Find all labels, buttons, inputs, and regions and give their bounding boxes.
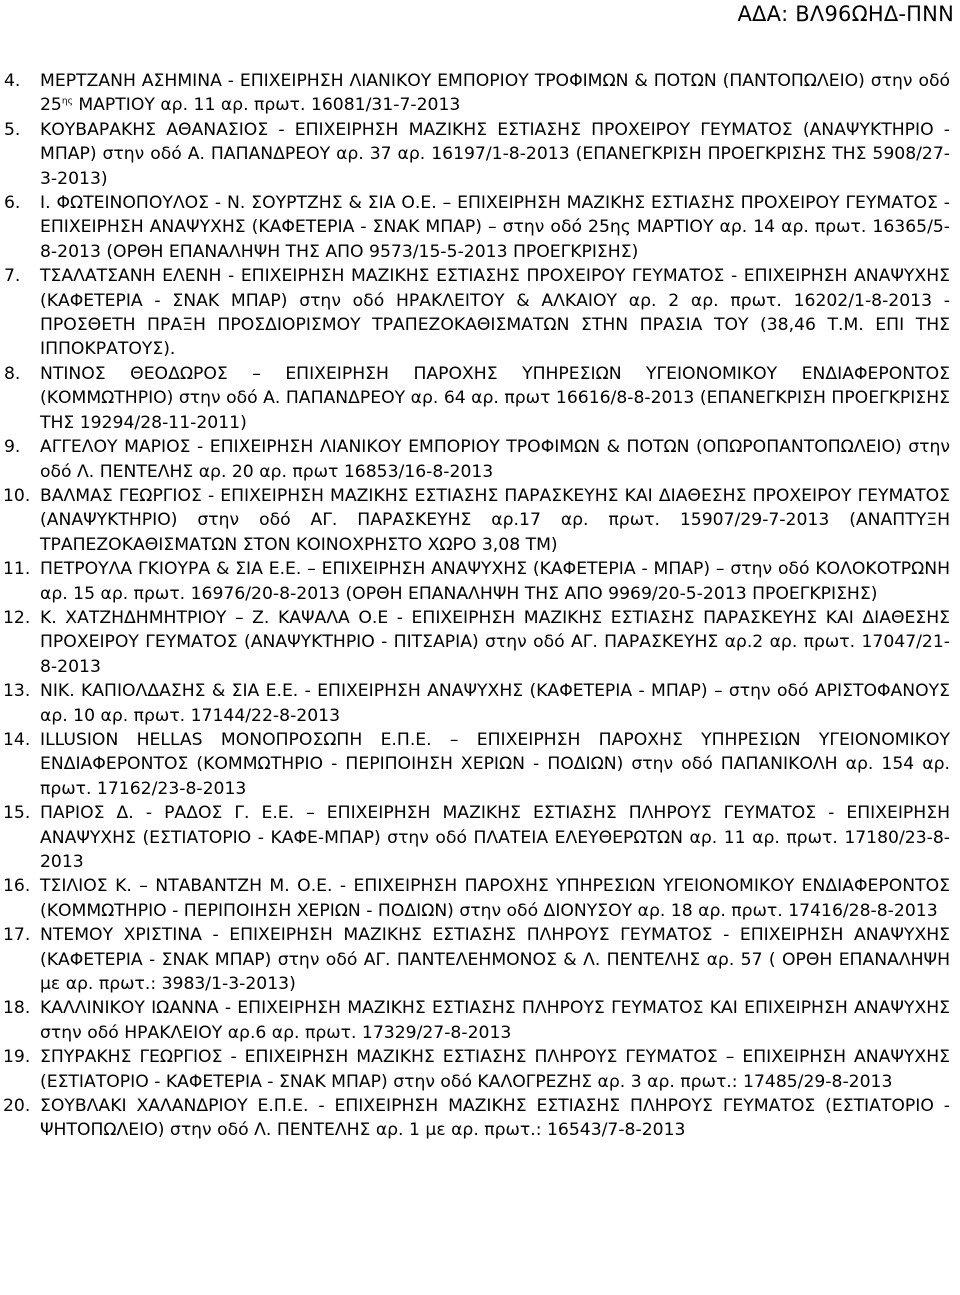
ada-code: ΑΔΑ: ΒΛ96ΩΗΔ-ΠΝΝ: [737, 2, 954, 26]
list-item: [0, 557, 950, 606]
permit-list: [0, 69, 950, 1143]
item-text: ILLUSION HELLAS ΜΟΝΟΠΡΟΣΩΠΗ Ε.Π.Ε. – ΕΠΙΧΕΙΡΗΣΗ ΠΑΡΟΧΗΣ ΥΠΗΡΕΣΙΩΝ ΥΓΕΙΟΝΟΜΙΚΟΥ ΕΝΔΙΑΦΕΡΟΝΤΟΣ (ΚΟΜΜΩΤΗΡΙΟ - ΠΕΡΙΠΟΙΗΣΗ ΧΕΡΙΩΝ - ΠΟΔΙΩΝ) στην οδό ΠΑΠΑΝΙΚΟΛΗ αρ. 154 αρ. πρωτ. 17162/23-8-2013: [40, 729, 950, 799]
item-number: 11.: [3, 559, 31, 580]
item-number: 18.: [3, 998, 31, 1019]
item-text: Ι. ΦΩΤΕΙΝΟΠΟΥΛΟΣ - Ν. ΣΟΥΡΤΖΗΣ & ΣΙΑ Ο.Ε. – ΕΠΙΧΕΙΡΗΣΗ ΜΑΖΙΚΗΣ ΕΣΤΙΑΣΗΣ ΠΡΟΧΕΙΡΟΥ ΓΕΥΜΑΤΟΣ - ΕΠΙΧΕΙΡΗΣΗ ΑΝΑΨΥΧΗΣ (ΚΑΦΕΤΕΡΙΑ - ΣΝΑΚ ΜΠΑΡ) – στην οδό 25ης ΜΑΡΤΙΟΥ αρ. 14 αρ. πρωτ. 16365/5-8-2013 (ΟΡΘΗ ΕΠΑΝΑΛΗΨΗ ΤΗΣ ΑΠΟ 9573/15-5-2013 ΠΡΟΕΓΚΡΙΣΗΣ): [40, 193, 950, 262]
item-number: 17.: [3, 925, 31, 946]
list-item: [0, 362, 950, 435]
item-text: ΜΕΡΤΖΑΝΗ ΑΣΗΜΙΝΑ - ΕΠΙΧΕΙΡΗΣΗ ΛΙΑΝΙΚΟΥ ΕΜΠΟΡΙΟΥ ΤΡΟΦΙΜΩΝ & ΠΟΤΩΝ (ΠΑΝΤΟΠΩΛΕΙΟ) στην οδό $25^{\eta\varsigma}$ ΜΑΡΤΙΟΥ αρ. 11 αρ. πρωτ. 16081/31-7-2013: [40, 71, 950, 116]
list-item: [0, 923, 950, 996]
item-number: 5.: [4, 119, 21, 140]
list-item: [0, 679, 950, 728]
list-item: [0, 118, 950, 191]
item-text: ΤΣΑΛΑΤΣΑΝΗ ΕΛΕΝΗ - ΕΠΙΧΕΙΡΗΣΗ ΜΑΖΙΚΗΣ ΕΣΤΙΑΣΗΣ ΠΡΟΧΕΙΡΟΥ ΓΕΥΜΑΤΟΣ - ΕΠΙΧΕΙΡΗΣΗ ΑΝΑΨΥΧΗΣ (ΚΑΦΕΤΕΡΙΑ - ΣΝΑΚ ΜΠΑΡ) στην οδό ΗΡΑΚΛΕΙΤΟΥ & ΑΛΚΑΙΟΥ αρ. 2 αρ. πρωτ. 16202/1-8-2013 - ΠΡΟΣΘΕΤΗ ΠΡΑΞΗ ΠΡΟΣΔΙΟΡΙΣΜΟΥ ΤΡΑΠΕΖΟΚΑΘΙΣΜΑΤΩΝ ΣΤΗΝ ΠΡΑΣΙΑ ΤΟΥ (38,46 Τ.Μ. ΕΠΙ ΤΗΣ ΙΠΠΟΚΡΑΤΟΥΣ).: [40, 266, 950, 360]
item-text: ΣΟΥΒΛΑΚΙ ΧΑΛΑΝΔΡΙΟΥ Ε.Π.Ε. - ΕΠΙΧΕΙΡΗΣΗ ΜΑΖΙΚΗΣ ΕΣΤΙΑΣΗΣ ΠΛΗΡΟΥΣ ΓΕΥΜΑΤΟΣ (ΕΣΤΙΑΤΟΡΙΟ - ΨΗΤΟΠΩΛΕΙΟ) στην οδό Λ. ΠΕΝΤΕΛΗΣ αρ. 1 με αρ. πρωτ.: 16543/7-8-2013: [40, 1096, 950, 1141]
item-number: 10.: [3, 485, 31, 506]
item-text: ΝΤΕΜΟΥ ΧΡΙΣΤΙΝΑ - ΕΠΙΧΕΙΡΗΣΗ ΜΑΖΙΚΗΣ ΕΣΤΙΑΣΗΣ ΠΛΗΡΟΥΣ ΓΕΥΜΑΤΟΣ - ΕΠΙΧΕΙΡΗΣΗ ΑΝΑΨΥΧΗΣ (ΚΑΦΕΤΕΡΙΑ - ΣΝΑΚ ΜΠΑΡ) στην οδό ΑΓ. ΠΑΝΤΕΛΕΗΜΟΝΟΣ & Λ. ΠΕΝΤΕΛΗΣ αρ. 57 ( ΟΡΘΗ ΕΠΑΝΑΛΗΨΗ με αρ. πρωτ.: 3983/1-3-2013): [40, 925, 950, 995]
item-number: 20.: [3, 1096, 31, 1117]
item-number: 15.: [3, 803, 31, 824]
item-number: 7.: [4, 266, 21, 287]
item-text: ΝΤΙΝΟΣ ΘΕΟΔΩΡΟΣ – ΕΠΙΧΕΙΡΗΣΗ ΠΑΡΟΧΗΣ ΥΠΗΡΕΣΙΩΝ ΥΓΕΙΟΝΟΜΙΚΟΥ ΕΝΔΙΑΦΕΡΟΝΤΟΣ (ΚΟΜΜΩΤΗΡΙΟ) στην οδό Α. ΠΑΠΑΝΔΡΕΟΥ αρ. 64 αρ. πρωτ 16616/8-8-2013 (ΕΠΑΝΕΓΚΡΙΣΗ ΠΡΟΕΓΚΡΙΣΗΣ ΤΗΣ 19294/28-11-2011): [40, 363, 950, 433]
item-number: 4.: [4, 71, 21, 91]
item-text: ΑΓΓΕΛΟΥ ΜΑΡΙΟΣ - ΕΠΙΧΕΙΡΗΣΗ ΛΙΑΝΙΚΟΥ ΕΜΠΟΡΙΟΥ ΤΡΟΦΙΜΩΝ & ΠΟΤΩΝ (ΟΠΩΡΟΠΑΝΤΟΠΩΛΕΙΟ) στην οδό Λ. ΠΕΝΤΕΛΗΣ αρ. 20 αρ. πρωτ 16853/16-8-2013: [40, 437, 950, 482]
item-text: ΚΑΛΛΙΝΙΚΟΥ ΙΩΑΝΝΑ - ΕΠΙΧΕΙΡΗΣΗ ΜΑΖΙΚΗΣ ΕΣΤΙΑΣΗΣ ΠΛΗΡΟΥΣ ΓΕΥΜΑΤΟΣ ΚΑΙ ΕΠΙΧΕΙΡΗΣΗ ΑΝΑΨΥΧΗΣ στην οδό ΗΡΑΚΛΕΙΟΥ αρ.6 αρ. πρωτ. 17329/27-8-2013: [40, 998, 950, 1043]
list-item: [0, 191, 950, 264]
list-item: [0, 69, 950, 118]
list-item: [0, 996, 950, 1045]
item-text: ΠΕΤΡΟΥΛΑ ΓΚΙΟΥΡΑ & ΣΙΑ Ε.Ε. – ΕΠΙΧΕΙΡΗΣΗ ΑΝΑΨΥΧΗΣ (ΚΑΦΕΤΕΡΙΑ - ΜΠΑΡ) – στην οδό ΚΟΛΟΚΟΤΡΩΝΗ αρ. 15 αρ. πρωτ. 16976/20-8-2013 (ΟΡΘΗ ΕΠΑΝΑΛΗΨΗ ΤΗΣ ΑΠΟ 9969/20-5-2013 ΠΡΟΕΓΚΡΙΣΗΣ): [40, 559, 950, 604]
list-item: [0, 728, 950, 801]
list-item: [0, 484, 950, 557]
item-text: Κ. ΧΑΤΖΗΔΗΜΗΤΡΙΟΥ – Ζ. ΚΑΨΑΛΑ Ο.Ε - ΕΠΙΧΕΙΡΗΣΗ ΜΑΖΙΚΗΣ ΕΣΤΙΑΣΗΣ ΠΑΡΑΣΚΕΥΗΣ ΚΑΙ ΔΙΑΘΕΣΗΣ ΠΡΟΧΕΙΡΟΥ ΓΕΥΜΑΤΟΣ (ΑΝΑΨΥΚΤΗΡΙΟ - ΠΙΤΣΑΡΙΑ) στην οδό ΑΓ. ΠΑΡΑΣΚΕΥΗΣ αρ.2 αρ. πρωτ. 17047/21-8-2013: [40, 607, 950, 677]
item-number: 9.: [4, 437, 21, 458]
list-item: [0, 606, 950, 679]
list-item: [0, 264, 950, 362]
item-number: 19.: [3, 1047, 31, 1068]
item-text: ΒΑΛΜΑΣ ΓΕΩΡΓΙΟΣ - ΕΠΙΧΕΙΡΗΣΗ ΜΑΖΙΚΗΣ ΕΣΤΙΑΣΗΣ ΠΑΡΑΣΚΕΥΗΣ ΚΑΙ ΔΙΑΘΕΣΗΣ ΠΡΟΧΕΙΡΟΥ ΓΕΥΜΑΤΟΣ (ΑΝΑΨΥΚΤΗΡΙΟ) στην οδό ΑΓ. ΠΑΡΑΣΚΕΥΗΣ αρ.17 αρ. πρωτ. 15907/29-7-2013 (ΑΝΑΠΤΥΞΗ ΤΡΑΠΕΖΟΚΑΘΙΣΜΑΤΩΝ ΣΤΟΝ ΚΟΙΝΟΧΡΗΣΤΟ ΧΩΡΟ 3,08 ΤΜ): [40, 485, 950, 555]
item-text: ΣΠΥΡΑΚΗΣ ΓΕΩΡΓΙΟΣ - ΕΠΙΧΕΙΡΗΣΗ ΜΑΖΙΚΗΣ ΕΣΤΙΑΣΗΣ ΠΛΗΡΟΥΣ ΓΕΥΜΑΤΟΣ – ΕΠΙΧΕΙΡΗΣΗ ΑΝΑΨΥΧΗΣ (ΕΣΤΙΑΤΟΡΙΟ - ΚΑΦΕΤΕΡΙΑ - ΣΝΑΚ ΜΠΑΡ) στην οδό ΚΑΛΟΓΡΕΖΗΣ αρ. 3 αρ. πρωτ.: 17485/29-8-2013: [40, 1047, 950, 1092]
item-text: ΝΙΚ. ΚΑΠΙΟΛΔΑΣΗΣ & ΣΙΑ Ε.Ε. - ΕΠΙΧΕΙΡΗΣΗ ΑΝΑΨΥΧΗΣ (ΚΑΦΕΤΕΡΙΑ - ΜΠΑΡ) – στην οδό ΑΡΙΣΤΟΦΑΝΟΥΣ αρ. 10 αρ. πρωτ. 17144/22-8-2013: [40, 681, 950, 726]
item-text: ΤΣΙΛΙΟΣ Κ. – ΝΤΑΒΑΝΤΖΗ Μ. Ο.Ε. - ΕΠΙΧΕΙΡΗΣΗ ΠΑΡΟΧΗΣ ΥΠΗΡΕΣΙΩΝ ΥΓΕΙΟΝΟΜΙΚΟΥ ΕΝΔΙΑΦΕΡΟΝΤΟΣ (ΚΟΜΜΩΤΗΡΙΟ - ΠΕΡΙΠΟΙΗΣΗ ΧΕΡΙΩΝ - ΠΟΔΙΩΝ) στην οδό ΔΙΟΝΥΣΟΥ αρ. 18 αρ. πρωτ. 17416/28-8-2013: [40, 876, 950, 921]
item-number: 13.: [3, 681, 31, 702]
item-number: 6.: [4, 193, 21, 214]
item-number: 16.: [3, 876, 31, 897]
item-text: ΚΟΥΒΑΡΑΚΗΣ ΑΘΑΝΑΣΙΟΣ - ΕΠΙΧΕΙΡΗΣΗ ΜΑΖΙΚΗΣ ΕΣΤΙΑΣΗΣ ΠΡΟΧΕΙΡΟΥ ΓΕΥΜΑΤΟΣ (ΑΝΑΨΥΚΤΗΡΙΟ - ΜΠΑΡ) στην οδό Α. ΠΑΠΑΝΔΡΕΟΥ αρ. 37 αρ. 16197/1-8-2013 (ΕΠΑΝΕΓΚΡΙΣΗ ΠΡΟΕΓΚΡΙΣΗΣ ΤΗΣ 5908/27-3-2013): [40, 119, 950, 189]
item-number: 8.: [4, 363, 21, 384]
list-item: [0, 1094, 950, 1143]
list-item: [0, 801, 950, 874]
item-text: ΠΑΡΙΟΣ Δ. - ΡΑΔΟΣ Γ. Ε.Ε. – ΕΠΙΧΕΙΡΗΣΗ ΜΑΖΙΚΗΣ ΕΣΤΙΑΣΗΣ ΠΛΗΡΟΥΣ ΓΕΥΜΑΤΟΣ - ΕΠΙΧΕΙΡΗΣΗ ΑΝΑΨΥΧΗΣ (ΕΣΤΙΑΤΟΡΙΟ - ΚΑΦΕ-ΜΠΑΡ) στην οδό ΠΛΑΤΕΙΑ ΕΛΕΥΘΕΡΩΤΩΝ αρ. 11 αρ. πρωτ. 17180/23-8-2013: [40, 803, 950, 872]
list-item: [0, 1045, 950, 1094]
list-item: [0, 435, 950, 484]
list-item: [0, 874, 950, 923]
item-number: 14.: [3, 729, 31, 750]
item-number: 12.: [3, 607, 31, 628]
